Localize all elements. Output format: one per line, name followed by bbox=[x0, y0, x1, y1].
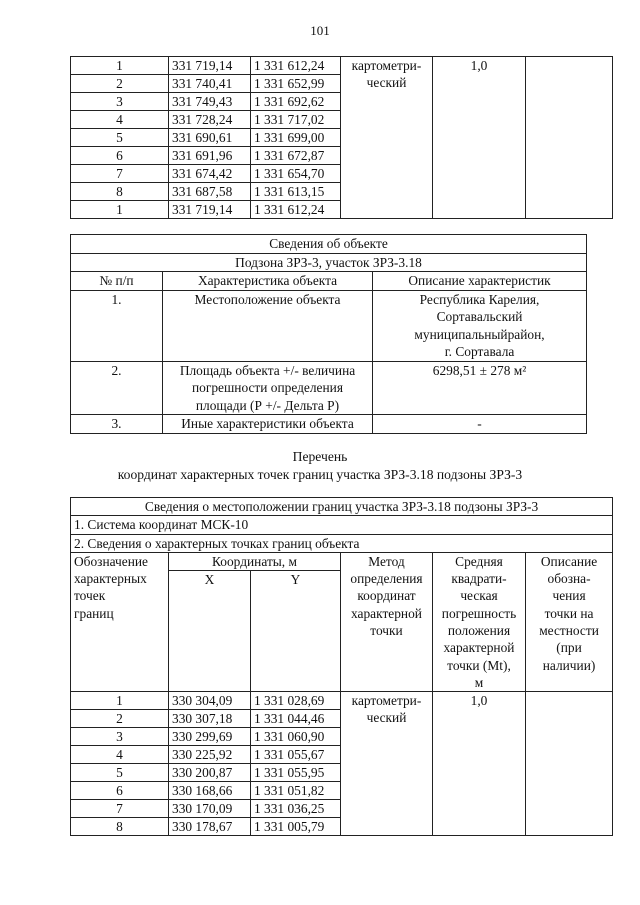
header-y: Y bbox=[251, 571, 341, 692]
accuracy-cell: 1,0 bbox=[433, 692, 526, 836]
coordinates-table-continuation bbox=[70, 56, 613, 219]
header-x: X bbox=[169, 571, 251, 692]
header-coordinates: Координаты, м bbox=[169, 552, 341, 570]
coord-y: 1 331 699,00 bbox=[251, 129, 341, 147]
point-number: 7 bbox=[71, 165, 169, 183]
area-value: 6298,51 ± 278 м² bbox=[373, 361, 587, 415]
object-row-other: 3. Иные характеристики объекта - bbox=[71, 415, 587, 434]
list-heading-line2: координат характерных точек границ участка ЗРЗ-3.18 подзоны ЗРЗ-3 bbox=[117, 467, 523, 482]
point-number: 7 bbox=[71, 800, 169, 818]
coord-x: 330 170,09 bbox=[169, 800, 251, 818]
coord-row bbox=[71, 57, 613, 75]
header-method: Метод определения координат характерной точки bbox=[341, 552, 433, 691]
coord-y: 1 331 717,02 bbox=[251, 111, 341, 129]
header-description: Описание характеристик bbox=[373, 272, 587, 291]
method-cell: картометри- ческий bbox=[341, 57, 433, 219]
accuracy-cell: 1,0 bbox=[433, 57, 526, 219]
object-info-subtitle: Подзона ЗРЗ-3, участок ЗРЗ-3.18 bbox=[71, 253, 587, 272]
point-number: 8 bbox=[71, 818, 169, 836]
point-number: 1 bbox=[71, 692, 169, 710]
object-row-location: 1. Местоположение объекта Республика Карелия, Сортавальский муниципальныйрайон, г. Сортавала bbox=[71, 290, 587, 361]
coord-x: 331 719,14 bbox=[169, 57, 251, 75]
coord-x: 331 690,61 bbox=[169, 129, 251, 147]
coord-y: 1 331 672,87 bbox=[251, 147, 341, 165]
point-number: 4 bbox=[71, 746, 169, 764]
point-number: 4 bbox=[71, 111, 169, 129]
method-cell: картометри- ческий bbox=[341, 692, 433, 836]
boundary-coordinates-table bbox=[70, 497, 613, 836]
object-info-table bbox=[70, 234, 587, 434]
coord-y: 1 331 005,79 bbox=[251, 818, 341, 836]
coord-y: 1 331 612,24 bbox=[251, 201, 341, 219]
header-designation: Обозначение характерных точек границ bbox=[71, 552, 169, 691]
table2-title: Сведения о местоположении границ участка ЗРЗ-3.18 подзоны ЗРЗ-3 bbox=[71, 498, 613, 516]
point-number: 8 bbox=[71, 183, 169, 201]
coord-y: 1 331 055,67 bbox=[251, 746, 341, 764]
coord-y: 1 331 654,70 bbox=[251, 165, 341, 183]
point-number: 2 bbox=[71, 710, 169, 728]
header-point-description: Описание обозна- чения точки на местности (при наличии) bbox=[526, 552, 613, 691]
coord-x: 331 740,41 bbox=[169, 75, 251, 93]
object-row-area: 2. Площадь объекта +/- величина погрешности определения площади (Р +/- Дельта Р) 6298,51 ± 278 м² bbox=[71, 361, 587, 415]
list-heading-line1: Перечень bbox=[292, 449, 348, 464]
coord-y: 1 331 692,62 bbox=[251, 93, 341, 111]
coord-y: 1 331 055,95 bbox=[251, 764, 341, 782]
coord-y: 1 331 612,24 bbox=[251, 57, 341, 75]
point-number: 2 bbox=[71, 75, 169, 93]
point-number: 6 bbox=[71, 147, 169, 165]
point-number: 3 bbox=[71, 93, 169, 111]
table2-section-crs: 1. Система координат МСК-10 bbox=[71, 516, 613, 534]
header-accuracy: Средняя квадрати- ческая погрешность положения характерной точки (Mt), м bbox=[433, 552, 526, 691]
coord-x: 331 728,24 bbox=[169, 111, 251, 129]
header-num: № п/п bbox=[71, 272, 163, 291]
coord-x: 331 674,42 bbox=[169, 165, 251, 183]
point-number: 1 bbox=[71, 57, 169, 75]
point-number: 1 bbox=[71, 201, 169, 219]
header-characteristic: Характеристика объекта bbox=[163, 272, 373, 291]
coord-x: 331 749,43 bbox=[169, 93, 251, 111]
point-number: 5 bbox=[71, 129, 169, 147]
coord-y: 1 331 036,25 bbox=[251, 800, 341, 818]
coord-y: 1 331 044,46 bbox=[251, 710, 341, 728]
coord-x: 330 299,69 bbox=[169, 728, 251, 746]
coord-y: 1 331 613,15 bbox=[251, 183, 341, 201]
coord-y: 1 331 060,90 bbox=[251, 728, 341, 746]
coord-x: 330 168,66 bbox=[169, 782, 251, 800]
object-info-title: Сведения об объекте bbox=[71, 235, 587, 254]
coord-row bbox=[71, 692, 613, 710]
description-cell bbox=[526, 57, 613, 219]
page-number: 101 bbox=[310, 23, 330, 38]
area-characteristic: Площадь объекта +/- величина погрешности определения площади (Р +/- Дельта Р) bbox=[163, 361, 373, 415]
point-number: 5 bbox=[71, 764, 169, 782]
description-cell bbox=[526, 692, 613, 836]
coord-y: 1 331 652,99 bbox=[251, 75, 341, 93]
coord-x: 330 225,92 bbox=[169, 746, 251, 764]
location-description: Республика Карелия, Сортавальский муниципальныйрайон, г. Сортавала bbox=[373, 290, 587, 361]
coord-x: 330 178,67 bbox=[169, 818, 251, 836]
coord-y: 1 331 028,69 bbox=[251, 692, 341, 710]
point-number: 3 bbox=[71, 728, 169, 746]
table2-section-points: 2. Сведения о характерных точках границ объекта bbox=[71, 534, 613, 552]
coord-x: 331 687,58 bbox=[169, 183, 251, 201]
coord-x: 331 719,14 bbox=[169, 201, 251, 219]
coord-x: 330 200,87 bbox=[169, 764, 251, 782]
point-number: 6 bbox=[71, 782, 169, 800]
coord-x: 330 304,09 bbox=[169, 692, 251, 710]
coord-x: 330 307,18 bbox=[169, 710, 251, 728]
coord-y: 1 331 051,82 bbox=[251, 782, 341, 800]
coord-x: 331 691,96 bbox=[169, 147, 251, 165]
